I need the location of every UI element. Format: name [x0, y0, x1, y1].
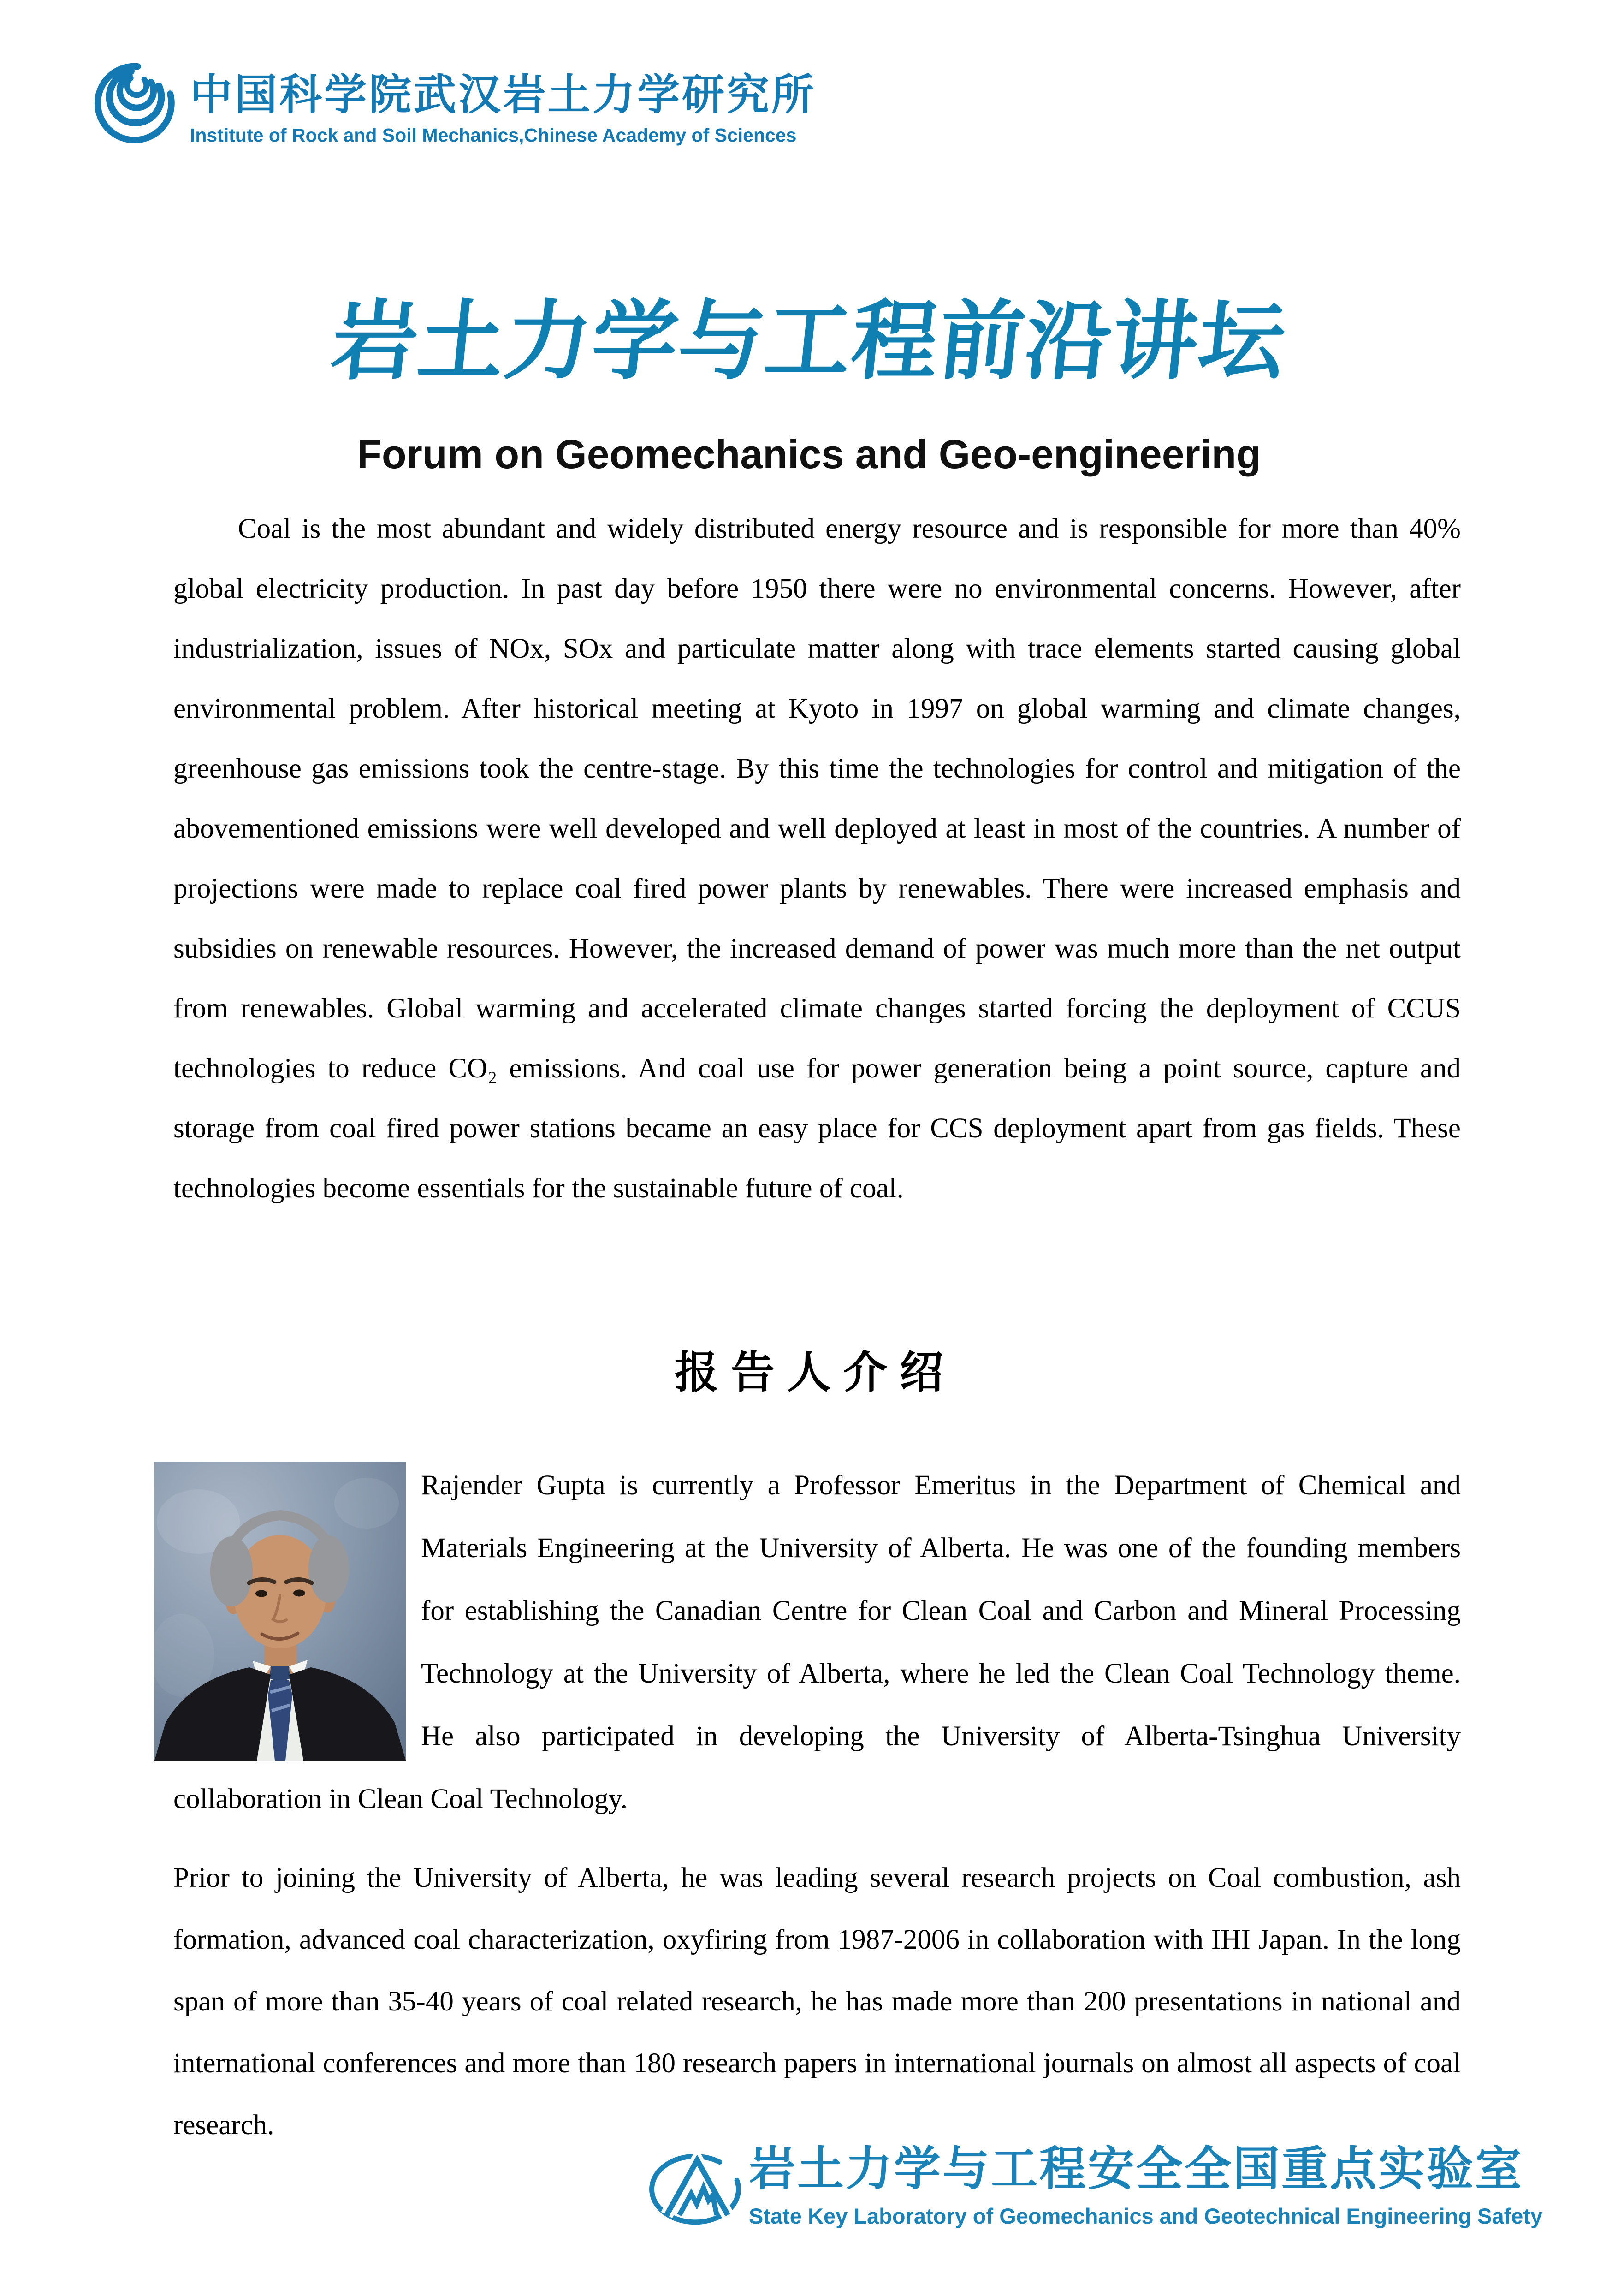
speaker-section-heading: 报告人介绍 — [674, 1348, 956, 1397]
institute-name-cn: 中国科学院武汉岩土力学研究所 — [190, 71, 817, 119]
state-key-lab-logo — [649, 2142, 1542, 2233]
institute-logo — [91, 59, 816, 148]
lab-name-cn: 岩土力学与工程安全全国重点实验室 — [749, 2143, 1524, 2195]
mountain-in-ellipse-icon — [649, 2145, 741, 2233]
speaker-portrait-illustration — [154, 1462, 406, 1761]
speaker-portrait-photo — [154, 1462, 406, 1761]
speaker-bio-block — [173, 1454, 1461, 1831]
institute-logo-text — [190, 59, 816, 146]
spiral-shell-globe-icon — [91, 59, 178, 148]
state-key-lab-text — [749, 2142, 1542, 2228]
institute-name-en: Institute of Rock and Soil Mechanics,Chinese Academy of Sciences — [190, 125, 797, 146]
abstract-paragraph: Coal is the most abundant and widely distributed energy resource and is responsible for more than 40% global electricity production. In past day before 1950 there were no environmental concerns. However, after industrialization, issues of NOx, SOx and particulate matter along with trace elements started causing global environmental problem. After historical meeting at Kyoto in 1997 on global warming and climate changes, greenhouse gas emissions took the centre-stage. By this time the technologies for control and mitigation of the abovementioned emissions were well developed and well deployed at least in most of the countries. A number of projections were made to replace coal fired power plants by renewables. There were increased emphasis and subsidies on renewable resources. However, the increased demand of power was much more than the net output from renewables. Global warming and accelerated climate changes started forcing the deployment of CCUS technologies to reduce CO₂ emissions. And coal use for power generation being a point source, capture and storage from coal fired power stations became an easy place for CCS deployment apart from gas fields. These technologies become essentials for the sustainable future of coal. — [173, 513, 1461, 1204]
speaker-bio-paragraph-2: Prior to joining the University of Alberta, he was leading several research projects on Coal combustion, ash formation, advanced coal characterization, oxyfiring from 1987-2006 in collaboration with IHI Japan. In the long span of more than 35-40 years of coal related research, he has made more than 200 presentations in national and international conferences and more than 180 research papers in international journals on almost all aspects of coal research. — [173, 1862, 1461, 2141]
forum-title-cn — [0, 288, 1618, 396]
forum-title-en: Forum on Geomechanics and Geo-engineering — [357, 431, 1261, 477]
speaker-bio-paragraph-1: Rajender Gupta is currently a Professor Emeritus in the Department of Chemical and Materials Engineering at the University of Alberta. He was one of the founding members for establishing the Canadian Centre for Clean Coal and Carbon and Mineral Processing Technology at the University of Alberta, where he led the Clean Coal Technology theme. He also participated in developing the University of Alberta-Tsinghua University collaboration in Clean Coal Technology. — [173, 1470, 1461, 1814]
forum-title-cn-text: 岩土力学与工程前沿讲坛 — [327, 294, 1291, 389]
lab-name-en: State Key Laboratory of Geomechanics and Geotechnical Engineering Safety — [749, 2204, 1543, 2229]
